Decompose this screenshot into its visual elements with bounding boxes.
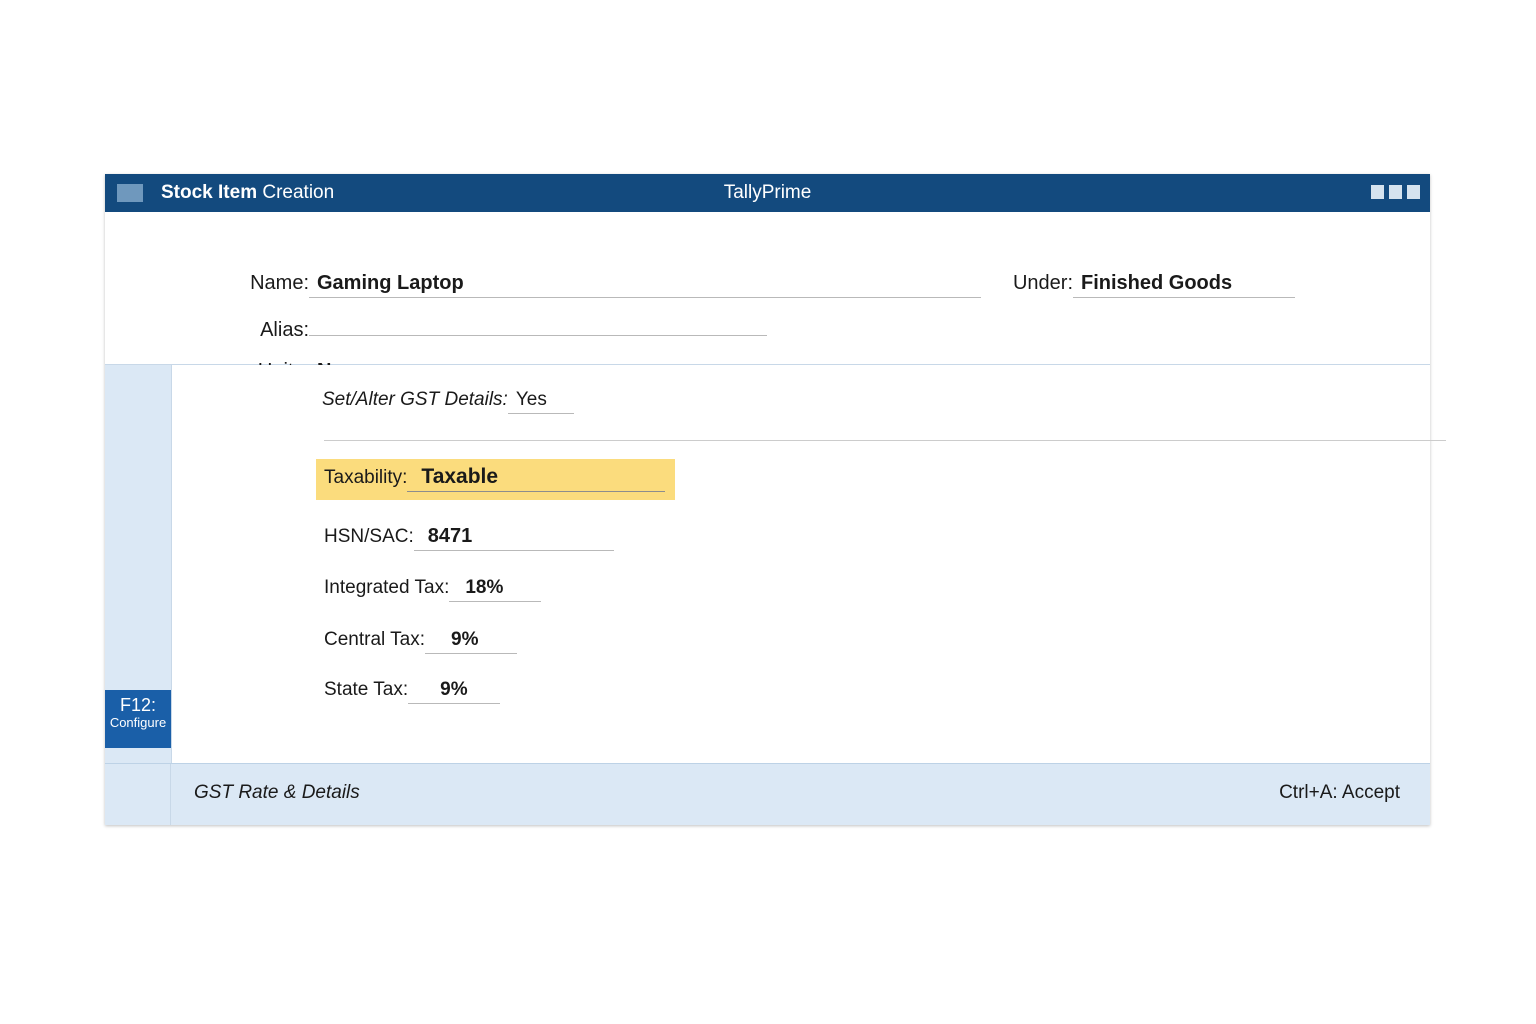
set-alter-gst-label: Set/Alter GST Details:	[322, 389, 508, 410]
accept-shortcut-label[interactable]: Ctrl+A: Accept	[1279, 782, 1400, 803]
alias-label: Alias:	[260, 319, 309, 341]
close-icon[interactable]	[1407, 185, 1420, 199]
under-label: Under:	[1012, 272, 1073, 294]
stock-item-header-form	[105, 212, 1430, 365]
f12-configure-label: Configure	[109, 714, 167, 730]
f12-key-label: F12:	[119, 695, 157, 715]
alias-input[interactable]	[309, 312, 767, 336]
window-title-bold: Stock Item	[161, 182, 258, 203]
stock-item-creation-window	[105, 174, 1430, 825]
status-section-label: GST Rate & Details	[194, 782, 360, 803]
hsn-sac-row	[324, 525, 614, 551]
integrated-tax-row	[324, 577, 541, 602]
set-alter-gst-input[interactable]: Yes	[508, 389, 574, 414]
title-bar	[105, 174, 1430, 212]
gst-details-body	[105, 365, 1430, 763]
alias-field-row	[229, 312, 767, 342]
status-bar-rail	[105, 764, 171, 825]
window-title	[161, 182, 334, 204]
state-tax-row	[324, 679, 500, 704]
state-tax-input[interactable]: 9%	[408, 679, 500, 704]
central-tax-input[interactable]: 9%	[425, 629, 517, 654]
minimize-icon[interactable]	[1371, 185, 1384, 199]
integrated-tax-label: Integrated Tax:	[324, 577, 450, 598]
set-alter-gst-row	[322, 389, 574, 414]
under-input[interactable]: Finished Goods	[1073, 272, 1295, 298]
name-label: Name:	[250, 272, 309, 294]
status-bar	[105, 763, 1430, 825]
section-divider	[324, 440, 1446, 441]
taxability-label: Taxability:	[324, 467, 408, 488]
central-tax-row	[324, 629, 517, 654]
taxability-input[interactable]: Taxable	[407, 465, 665, 492]
integrated-tax-input[interactable]: 18%	[449, 577, 541, 602]
window-title-rest: Creation	[257, 182, 335, 203]
state-tax-label: State Tax:	[324, 679, 409, 700]
central-tax-label: Central Tax:	[324, 629, 426, 650]
hsn-sac-input[interactable]: 8471	[414, 525, 614, 551]
taxability-row[interactable]	[316, 459, 675, 500]
hsn-sac-label: HSN/SAC:	[324, 526, 414, 547]
window-menu-icon[interactable]	[117, 184, 143, 202]
name-field-row	[229, 272, 981, 298]
f12-configure-button[interactable]	[105, 690, 171, 748]
gst-content-panel	[171, 365, 1430, 763]
maximize-icon[interactable]	[1389, 185, 1402, 199]
under-field-row	[989, 272, 1295, 298]
window-controls[interactable]	[1371, 185, 1420, 199]
app-name: TallyPrime	[723, 182, 812, 203]
name-input[interactable]: Gaming Laptop	[309, 272, 981, 298]
